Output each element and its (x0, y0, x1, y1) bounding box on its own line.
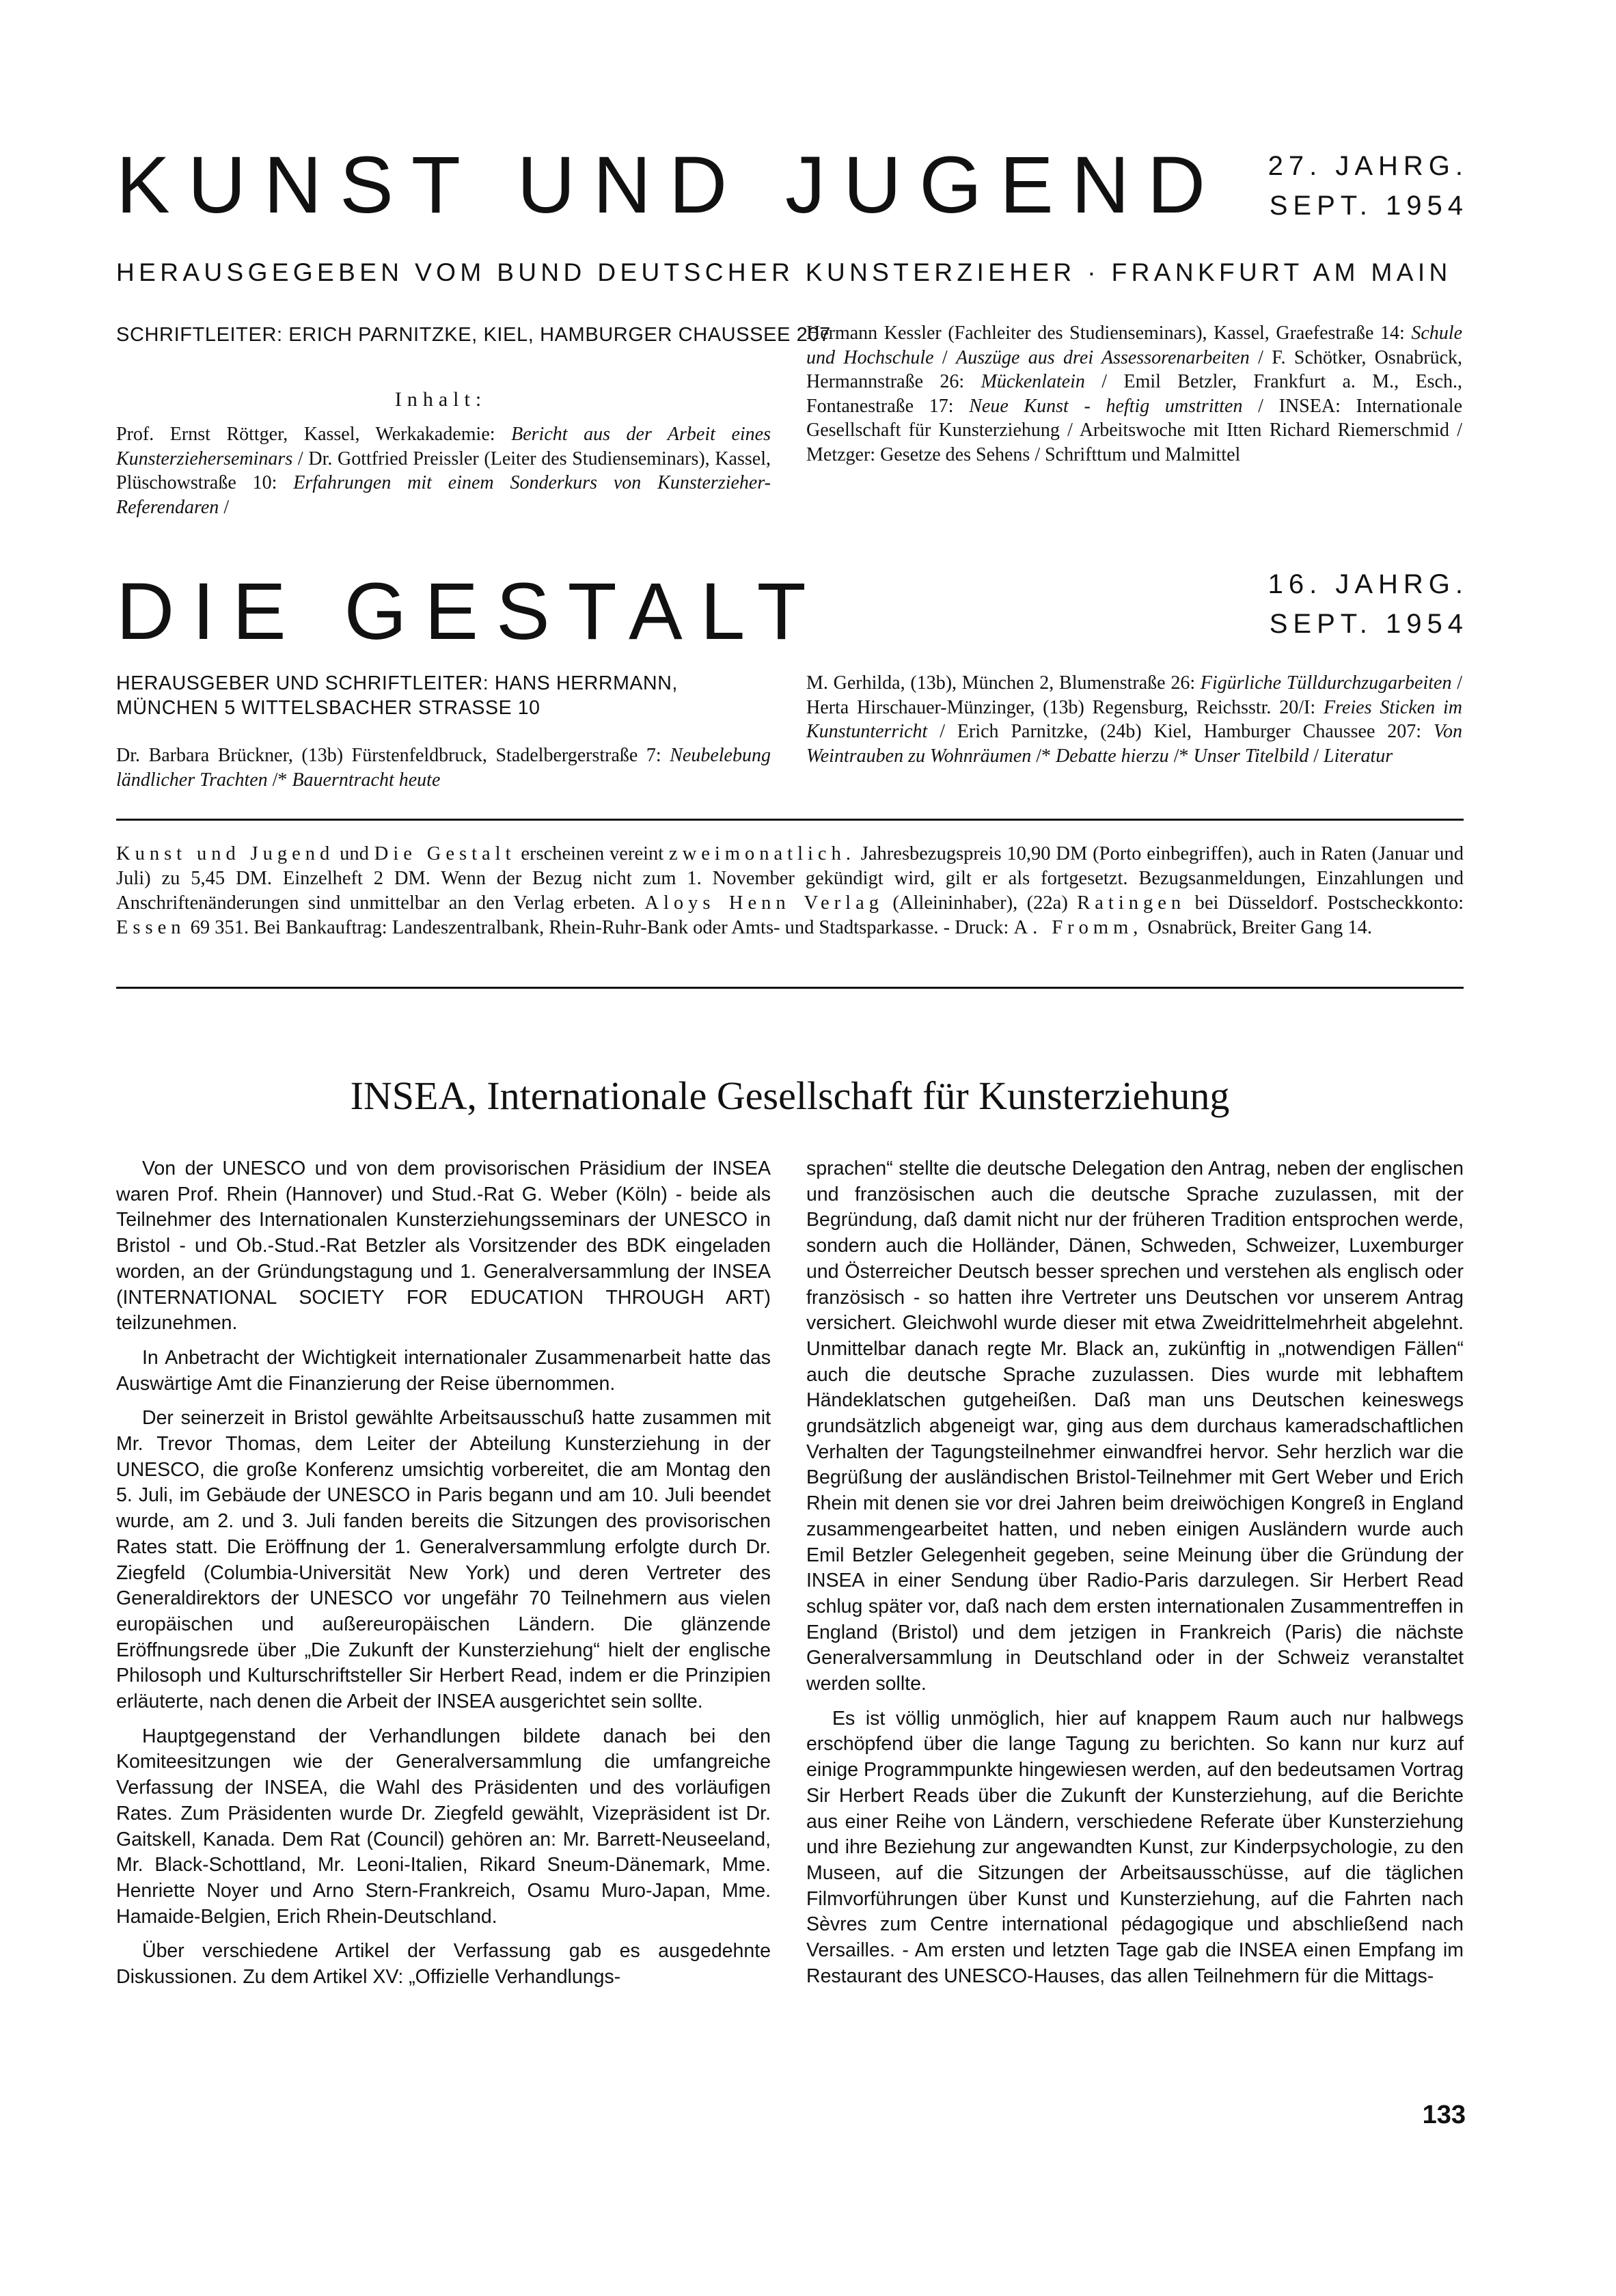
text-run: Osnabrück, Breiter Gang 14. (1142, 917, 1372, 938)
publisher-line: HERAUSGEGEBEN VOM BUND DEUTSCHER KUNSTERZIEHER · FRANKFURT AM MAIN (116, 258, 1452, 286)
text-run: Figürliche Tülldurchzugarbeiten (1200, 672, 1452, 694)
text-run: 69 351. Bei Bankauftrag: Landeszentralbank, Rhein-Ruhr-Bank oder Amts- und Stadtsparkasse. - Druck: (185, 917, 1014, 938)
col1-paragraph-4: Hauptgegenstand der Verhandlungen bildete danach bei den Komiteesitzungen wie der Generalversammlung die umfangreiche Verfassung der INSEA, die Wahl des Präsidenten und des vorläufigen Rates. Zum Präsidenten wurde Dr. Ziegfeld gewählt, Vizepräsident ist Dr. Gaitskell, Kanada. Dem Rat (Council) gehören an: Mr. Barrett-Neuseeland, Mr. Black-Schottland, Mr. Leoni-Italien, Rikard Sneum-Dänemark, Mme. Henriette Noyer und Arno Stern-Frankreich, Osamu Muro-Japan, Mme. Hamaide-Belgien, Erich Rhein-Deutschland. (116, 1725, 771, 1928)
text-run: erscheinen vereint (515, 843, 670, 864)
masthead1-contents-right (806, 321, 1462, 467)
text-run: / Emil Betzler, Frankfurt a. M., Esch., Fontanestraße 17: (806, 371, 1462, 417)
article-title: INSEA, Internationale Gesellschaft für Kunsterziehung (350, 1074, 1230, 1118)
text-run: M. Gerhilda, (13b), München 2, Blumenstraße 26: (806, 672, 1201, 694)
text-run: / Dr. Gottfried Preissler (Leiter des Studienseminars), Kassel, Plüschowstraße 10: (116, 448, 771, 493)
text-run: / (933, 346, 957, 368)
text-run: bei Düsseldorf. Postscheckkonto: (1186, 892, 1464, 914)
text-run: / Herta Hirschauer-Münzinger, (13b) Regensburg, Reichsstr. 20/I: (806, 672, 1462, 718)
masthead1-issue-info (1268, 146, 1468, 226)
text-run: / F. Schötker, Osnabrück, Hermannstraße 26: (806, 346, 1463, 392)
text-run: Essen (116, 917, 186, 938)
col2-paragraph-1: sprachen“ stellte die deutsche Delegation den Antrag, neben der englischen und französischen auch die deutsche Sprache zuzulassen, mit der Begründung, daß damit nicht nur der früheren Tradition entsprochen werde, sondern auch die Holländer, Dänen, Schweden, Schweizer, Luxemburger und Österreicher Deutsch besser sprechen und verstehen als englisch oder französisch - so hatten ihre Vertreter uns Deutschen vor unserem Antrag versichert. Gleichwohl wurde dieser mit etwa Zweidrittelmehrheit abgelehnt. Unmittelbar danach regte Mr. Black an, zukünftig in „notwendigen Fällen“ auch die deutsche Sprache zuzulassen. Dies wurde mit lebhaftem Händeklatschen gutgeheißen. Daß man uns Deutschen keineswegs grundsätzlich abgeneigt war, ging aus dem durchaus kameradschaftlichen Verhalten der Tagungsteilnehmer einwandfrei hervor. Sehr herzlich war die Begrüßung der ausländischen Bristol-Teilnehmer mit Gert Weber und Erich Rhein mit denen sie vor drei Jahren beim dreiwöchigen Kongreß in England zusammengearbeitet hatten, und neben einigen Ausländern wurde auch Emil Betzler Gelegenheit gegeben, seine Meinung über die Gründung der INSEA in einer Sendung über Radio-Paris darzulegen. Sir Herbert Read schlug später vor, daß nach dem ersten internationalen Zusammentreffen in England (Bristol) und dem jetzigen in Frankreich (Paris) die nächste Generalversammlung in Deutschland oder in der Schweiz veranstaltet werden sollte. (806, 1158, 1464, 1695)
masthead1-editor: SCHRIFTLEITER: ERICH PARNITZKE, KIEL, HAMBURGER CHAUSSEE 207 (116, 324, 831, 346)
text-run: Ratingen (1077, 892, 1186, 914)
text-run: /* (1031, 745, 1056, 767)
masthead-title-die-gestalt: DIE GESTALT (116, 566, 824, 657)
masthead2-contents-left (116, 743, 771, 792)
text-run: Erfahrungen mit einem Sonderkurs von Kunsterzieher-Referendaren (116, 472, 771, 518)
masthead1-contents-left (116, 422, 771, 519)
rule-above-notice (116, 819, 1464, 821)
text-run: Neue Kunst - heftig umstritten (969, 395, 1243, 417)
text-run: Mückenlatein (981, 371, 1085, 392)
masthead1-date: SEPT. 1954 (1269, 191, 1468, 221)
text-run: Unser Titelbild (1193, 745, 1309, 767)
text-run: Kunst und Jugend (116, 843, 335, 864)
masthead2-date: SEPT. 1954 (1269, 609, 1468, 639)
text-run: Freies Sticken im Kunstunterricht (806, 696, 1462, 742)
text-run: / Erich Parnitzke, (24b) Kiel, Hamburger Chaussee 207: (927, 721, 1434, 742)
text-run: Bericht aus der Arbeit eines Kunsterzieherseminars (116, 424, 771, 469)
article-column-1 (116, 1156, 771, 1999)
text-run: Die Gestalt (374, 843, 516, 864)
text-run: Auszüge aus drei Assessorenarbeiten (956, 346, 1250, 368)
text-run: / INSEA: Internationale Gesellschaft für Kunsterziehung / Arbeitswoche mit Itten Richard Riemerschmid / Metzger: Gesetze des Sehens / Schrifttum und Malmittel (806, 395, 1463, 465)
text-run: Prof. Ernst Röttger, Kassel, Werkakademie: (116, 424, 512, 445)
text-run: Neubelebung ländlicher Trachten (116, 745, 771, 791)
rule-below-notice (116, 987, 1464, 989)
subscription-notice (116, 842, 1464, 940)
text-run: /* (1168, 745, 1194, 767)
text-run: zweimonatlich. (669, 843, 855, 864)
masthead2-year: 16. JAHRG. (1268, 569, 1468, 599)
text-run: / (219, 496, 230, 518)
col1-paragraph-3: Der seinerzeit in Bristol gewählte Arbeitsausschuß hatte zusammen mit Mr. Trevor Thomas, dem Leiter der Abteilung Kunsterziehung in der UNESCO, die große Konferenz umsichtig vorbereitet, die am Montag den 5. Juli, im Gebäude der UNESCO in Paris begann und am 10. Juli beendet wurde, am 2. und 3. Juli fanden bereits die Sitzungen des provisorischen Rates statt. Die Eröffnung der 1. Generalversammlung erfolgte durch Dr. Ziegfeld (Columbia-Universität New York) und deren Vertreter des Generaldirektors der UNESCO vor ungefähr 70 Teilnehmern aus vielen europäischen und außereuropäischen Ländern. Die glänzende Eröffnungsrede über „Die Zukunft der Kunsterziehung“ hielt der englische Philosoph und Kulturschriftsteller Sir Herbert Read, indem er die Prinzipien erläuterte, nach denen die Arbeit der INSEA ausgerichtet sein sollte. (116, 1407, 771, 1713)
text-run: Hermann Kessler (Fachleiter des Studienseminars), Kassel, Graefestraße 14: (806, 323, 1412, 344)
text-run: Dr. Barbara Brückner, (13b) Fürstenfeldbruck, Stadelbergerstraße 7: (116, 745, 670, 766)
masthead-title-kunst-und-jugend: KUNST UND JUGEND (116, 140, 1224, 230)
masthead2-editor: HERAUSGEBER UND SCHRIFTLEITER: HANS HERRMANN, MÜNCHEN 5 WITTELSBACHER STRASSE 10 (116, 672, 678, 719)
page-number: 133 (1422, 2101, 1466, 2129)
text-run: Von Weintrauben zu Wohnräumen (806, 721, 1462, 767)
text-run: Literatur (1324, 745, 1393, 767)
masthead2-contents-right (806, 671, 1462, 768)
contents-heading: Inhalt: (394, 388, 487, 411)
text-run: (Alleininhaber), (22a) (883, 892, 1078, 914)
text-run: A. Fromm, (1013, 917, 1143, 938)
article-column-2 (806, 1156, 1464, 1999)
text-run: Jahresbezugspreis 10,90 DM (Porto einbegriffen), auch in Raten (Januar und Juli) zu 5,45 DM. Einzelheft 2 DM. Wenn der Bezug nicht zum 1. November gekündigt wird, gilt er als fortgesetzt. Bezugsanmeldungen, Einzahlungen und Anschriftenänderungen sind unmittelbar an den Verlag erbeten. (116, 843, 1464, 914)
text-run: Aloys Henn Verlag (644, 892, 884, 914)
text-run: Schule und Hochschule (806, 323, 1462, 368)
text-run: und (334, 843, 374, 864)
masthead2-issue-info (1268, 564, 1468, 644)
text-run: / (1309, 745, 1324, 767)
col2-paragraph-2: Es ist völlig unmöglich, hier auf knappem Raum auch nur halbwegs erschöpfend über die lange Tagung zu berichten. So kann nur kurz auf einige Programmpunkte hingewiesen werden, auf den bedeutsamen Vortrag Sir Herbert Reads über die Zukunft der Kunsterziehung, auf die Berichte aus einer Reihe von Ländern, verschiedene Referate über Kunsterziehung und ihre Beziehung zur angewandten Kunst, zur Kinderpsychologie, zu den Museen, auf die Sitzungen der Arbeitsausschüsse, auf die täglichen Filmvorführungen über Kunst und Kunsterziehung, auf die Fahrten nach Sèvres zum Centre international pédagogique und abschließend nach Versailles. - Am ersten und letzten Tage gab die INSEA einen Empfang im Restaurant des UNESCO-Hauses, das allen Teilnehmern für die Mittags- (806, 1707, 1464, 1987)
col1-paragraph-2: In Anbetracht der Wichtigkeit internationaler Zusammenarbeit hatte das Auswärtige Amt die Finanzierung der Reise übernommen. (116, 1346, 771, 1395)
text-run: Bauerntracht heute (292, 769, 441, 791)
col1-paragraph-1: Von der UNESCO und von dem provisorischen Präsidium der INSEA waren Prof. Rhein (Hannover) und Stud.-Rat G. Weber (Köln) - beide als Teilnehmer des Internationalen Kunsterziehungsseminars der UNESCO in Bristol - und Ob.-Stud.-Rat Betzler als Vorsitzender des BDK eingeladen worden, an der Gründungstagung und 1. Generalversammlung der INSEA (INTERNATIONAL SOCIETY FOR EDUCATION THROUGH ART) teilzunehmen. (116, 1158, 771, 1335)
masthead1-year: 27. JAHRG. (1268, 151, 1468, 181)
col1-paragraph-5: Über verschiedene Artikel der Verfassung gab es ausgedehnte Diskussionen. Zu dem Artikel XV: „Offizielle Verhandlungs- (116, 1940, 771, 1988)
text-run: /* (267, 769, 292, 791)
text-run: Debatte hierzu (1056, 745, 1169, 767)
